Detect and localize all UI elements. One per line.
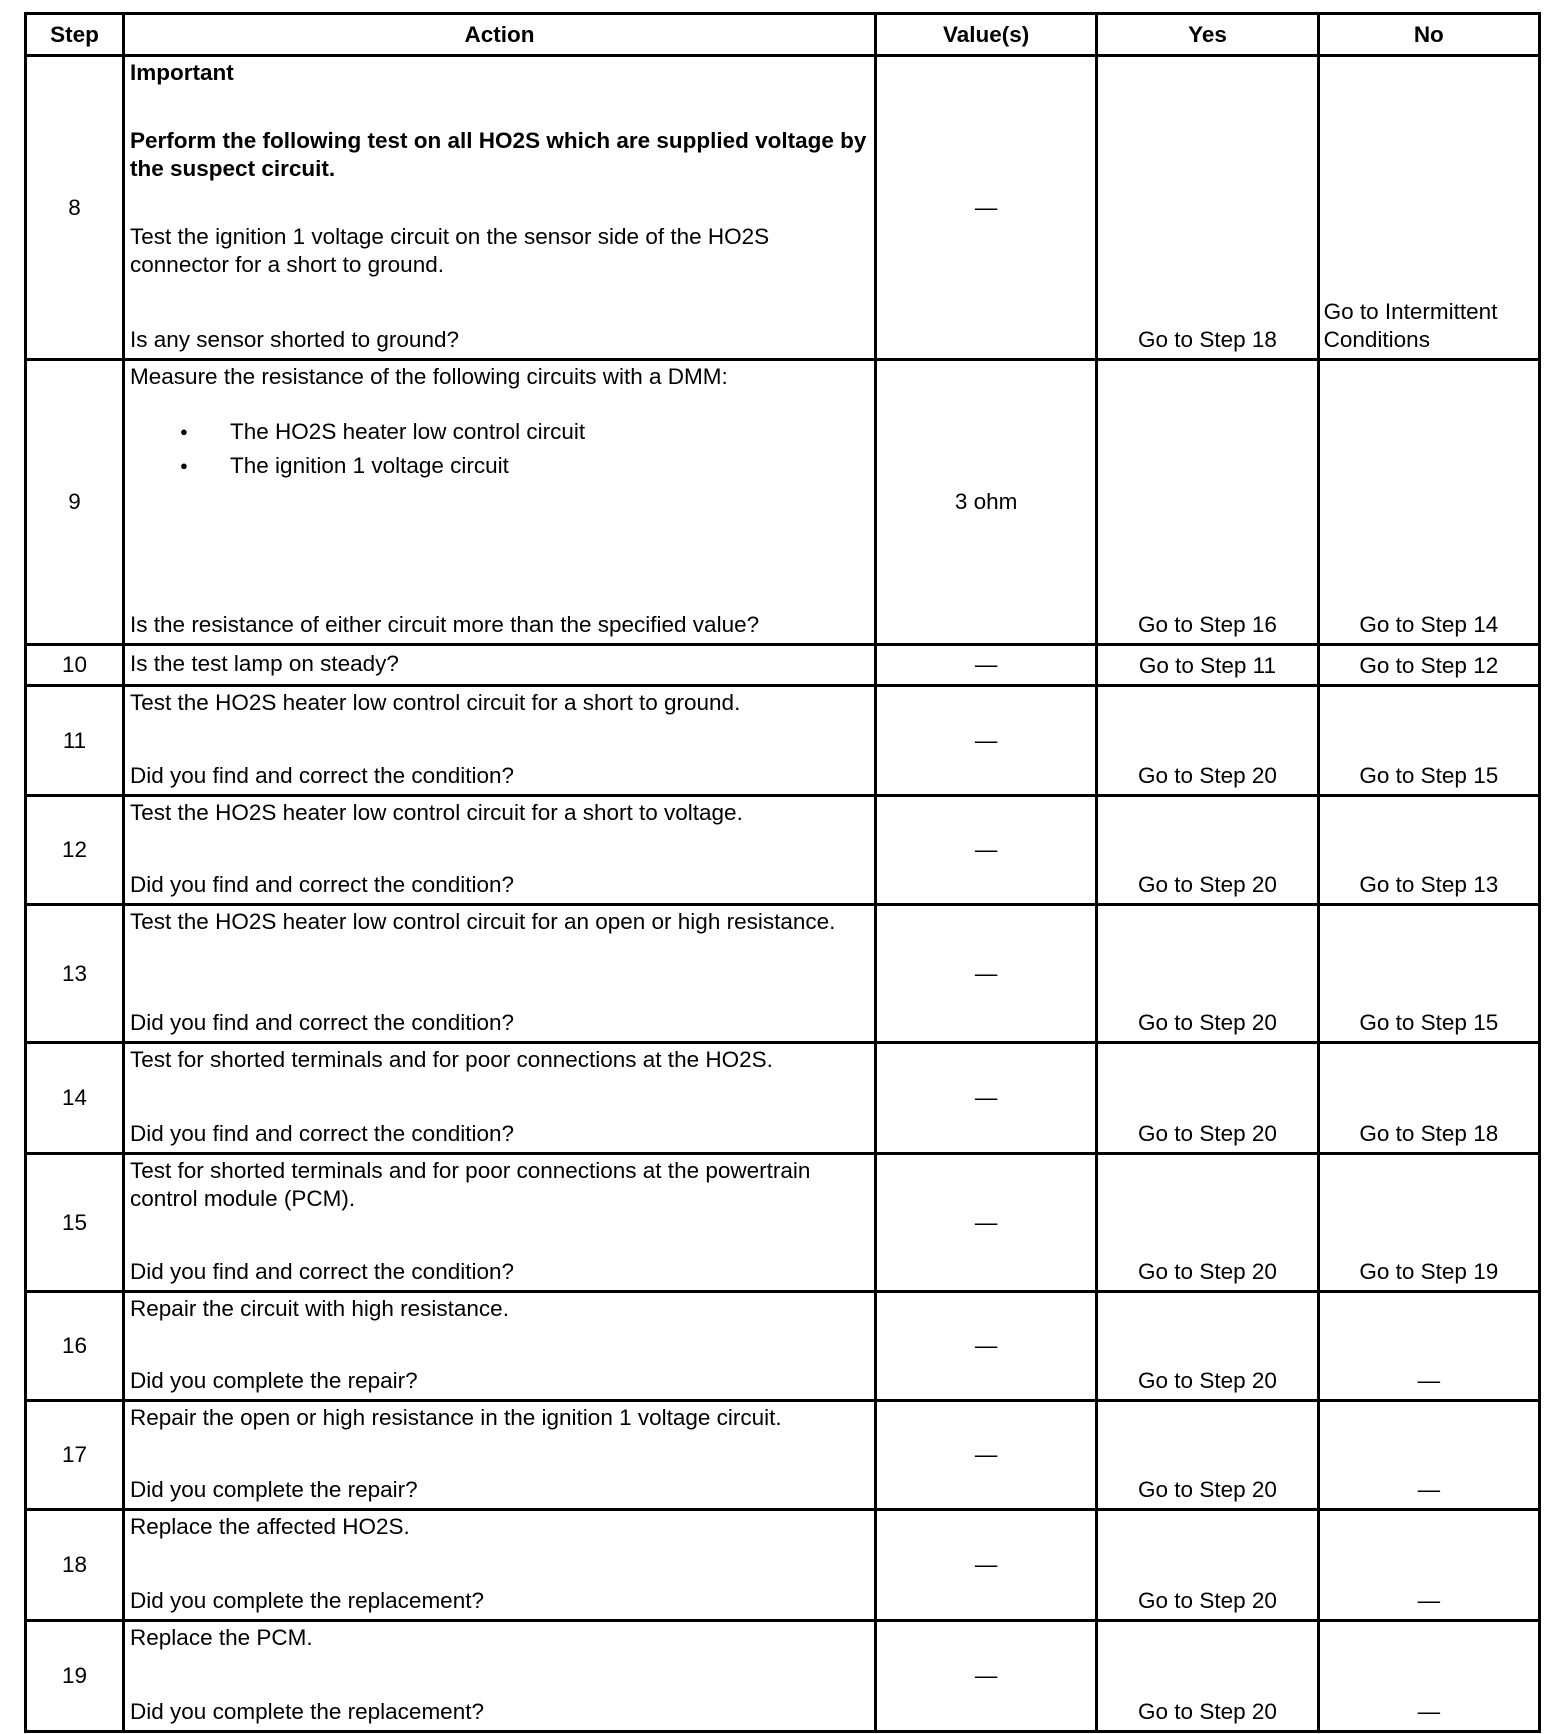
action-question: Did you find and correct the condition?: [130, 1121, 515, 1146]
step-number: 18: [26, 1510, 124, 1621]
action-text: Repair the circuit with high resistance.: [130, 1296, 509, 1321]
no-cell: Go to Step 15: [1318, 905, 1539, 1043]
table-row: [26, 1043, 1540, 1154]
step-number: 15: [26, 1154, 124, 1292]
no-cell: Go to Step 13: [1318, 796, 1539, 905]
step-number: 9: [26, 360, 124, 645]
table-row: [26, 1510, 1540, 1621]
step-number: 14: [26, 1043, 124, 1154]
yes-cell: Go to Step 11: [1097, 645, 1318, 686]
yes-cell: Go to Step 20: [1097, 1043, 1318, 1154]
no-cell: —: [1318, 1401, 1539, 1510]
action-cell: [125, 1622, 874, 1730]
action-cell: [125, 906, 874, 1041]
step-number: 10: [26, 645, 124, 686]
step-number: 17: [26, 1401, 124, 1510]
header-values: Value(s): [875, 14, 1096, 56]
diagnostic-table: [24, 12, 1541, 1733]
action-text: Replace the PCM.: [130, 1625, 313, 1650]
value-cell: —: [875, 686, 1096, 796]
value-cell: —: [875, 645, 1096, 686]
action-cell: [125, 1293, 874, 1399]
action-cell: [125, 57, 874, 358]
yes-cell: Go to Step 16: [1097, 360, 1318, 645]
action-cell: [125, 687, 874, 794]
header-yes: Yes: [1097, 14, 1318, 56]
action-question: Did you find and correct the condition?: [130, 872, 515, 897]
value-cell: 3 ohm: [875, 360, 1096, 645]
table-row: [26, 645, 1540, 686]
value-cell: —: [875, 56, 1096, 360]
table-row: [26, 56, 1540, 360]
important-note: Perform the following test on all HO2S which are supplied voltage by the suspect circuit.: [130, 128, 867, 181]
action-question: Did you complete the repair?: [130, 1477, 418, 1502]
step-number: 13: [26, 905, 124, 1043]
no-cell: Go to Step 12: [1318, 645, 1539, 686]
step-number: 11: [26, 686, 124, 796]
action-question: Is any sensor shorted to ground?: [130, 327, 459, 352]
action-text: Measure the resistance of the following circuits with a DMM:: [130, 364, 728, 389]
action-text: Test the HO2S heater low control circuit for a short to voltage.: [130, 800, 743, 825]
no-cell: Go to Step 18: [1318, 1043, 1539, 1154]
step-number: 8: [26, 56, 124, 360]
value-cell: —: [875, 1292, 1096, 1401]
table-row: [26, 1621, 1540, 1732]
no-cell: Go to Step 19: [1318, 1154, 1539, 1292]
action-question: Did you find and correct the condition?: [130, 1010, 515, 1035]
action-cell: [125, 646, 874, 684]
step-number: 19: [26, 1621, 124, 1732]
value-cell: —: [875, 1154, 1096, 1292]
action-cell: [125, 361, 874, 643]
action-cell: [125, 1155, 874, 1290]
bullet-list: [130, 415, 869, 483]
action-text: Test for shorted terminals and for poor connections at the powertrain control module (PCM).: [130, 1158, 811, 1211]
action-text: Test the HO2S heater low control circuit for a short to ground.: [130, 690, 741, 715]
table-row: [26, 686, 1540, 796]
value-cell: —: [875, 1043, 1096, 1154]
action-question: Is the resistance of either circuit more than the specified value?: [130, 612, 760, 637]
yes-cell: Go to Step 18: [1097, 56, 1318, 360]
header-step: Step: [26, 14, 124, 56]
header-action: Action: [124, 14, 876, 56]
yes-cell: Go to Step 20: [1097, 1401, 1318, 1510]
header-row: [26, 14, 1540, 56]
value-cell: —: [875, 1621, 1096, 1732]
table-row: [26, 1401, 1540, 1510]
step-number: 12: [26, 796, 124, 905]
yes-cell: Go to Step 20: [1097, 1621, 1318, 1732]
action-question: Did you find and correct the condition?: [130, 1259, 515, 1284]
yes-cell: Go to Step 20: [1097, 1292, 1318, 1401]
yes-cell: Go to Step 20: [1097, 1510, 1318, 1621]
yes-cell: Go to Step 20: [1097, 796, 1318, 905]
table-row: [26, 1292, 1540, 1401]
action-text: Test the ignition 1 voltage circuit on the sensor side of the HO2S connector for a short to ground.: [130, 224, 770, 277]
action-text: Replace the affected HO2S.: [130, 1514, 410, 1539]
action-text: Repair the open or high resistance in the ignition 1 voltage circuit.: [130, 1405, 782, 1430]
header-no: No: [1318, 14, 1539, 56]
yes-cell: Go to Step 20: [1097, 1154, 1318, 1292]
no-cell: —: [1318, 1292, 1539, 1401]
yes-cell: Go to Step 20: [1097, 905, 1318, 1043]
action-text: Test for shorted terminals and for poor connections at the HO2S.: [130, 1047, 773, 1072]
action-question: Is the test lamp on steady?: [130, 651, 399, 676]
action-question: Did you complete the repair?: [130, 1368, 418, 1393]
value-cell: —: [875, 796, 1096, 905]
bullet-item: ● The HO2S heater low control circuit: [230, 415, 869, 449]
no-cell: Go to Step 14: [1318, 360, 1539, 645]
bullet-item: ● The ignition 1 voltage circuit: [230, 449, 869, 483]
action-question: Did you complete the replacement?: [130, 1588, 484, 1613]
table-row: [26, 796, 1540, 905]
action-cell: [125, 1511, 874, 1619]
value-cell: —: [875, 1401, 1096, 1510]
no-cell: —: [1318, 1510, 1539, 1621]
action-cell: [125, 797, 874, 903]
table-row: [26, 360, 1540, 645]
action-question: Did you find and correct the condition?: [130, 763, 515, 788]
no-cell: Go to Step 15: [1318, 686, 1539, 796]
yes-cell: Go to Step 20: [1097, 686, 1318, 796]
action-question: Did you complete the replacement?: [130, 1699, 484, 1724]
table-row: [26, 1154, 1540, 1292]
action-cell: [125, 1044, 874, 1152]
no-cell: —: [1318, 1621, 1539, 1732]
step-number: 16: [26, 1292, 124, 1401]
action-text: Test the HO2S heater low control circuit for an open or high resistance.: [130, 909, 836, 934]
value-cell: —: [875, 905, 1096, 1043]
action-cell: [125, 1402, 874, 1508]
value-cell: —: [875, 1510, 1096, 1621]
no-cell: Go to Intermittent Conditions: [1318, 56, 1539, 360]
important-label: Important: [130, 60, 234, 85]
table-row: [26, 905, 1540, 1043]
